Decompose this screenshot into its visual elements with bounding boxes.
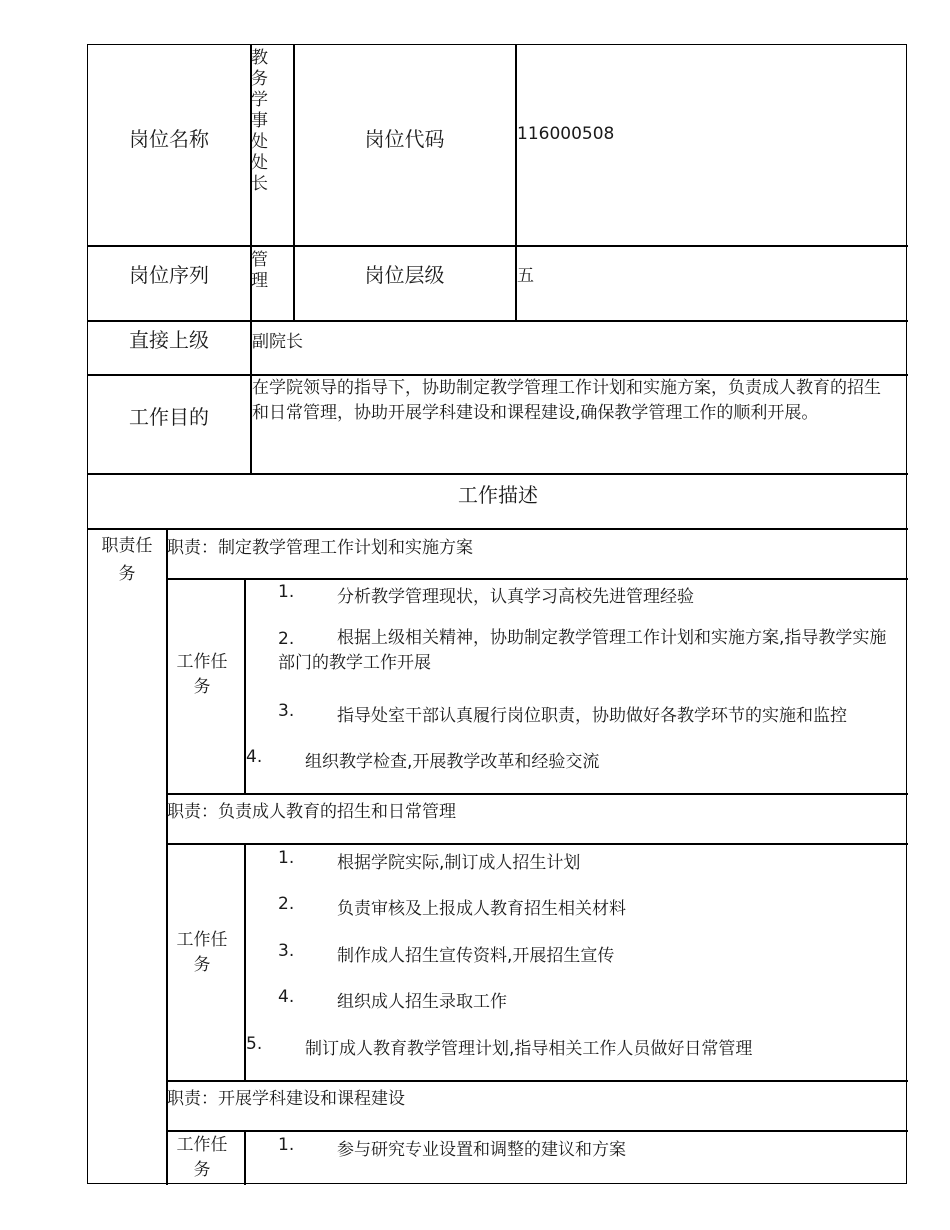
position-code-value: 116000508 xyxy=(517,124,615,144)
position-sequence-label: 岗位序列 xyxy=(129,263,209,287)
col-divider xyxy=(244,1130,246,1185)
row-divider xyxy=(166,1130,908,1132)
position-sequence-value: 管理 xyxy=(251,250,268,291)
position-name-value: 教务学事处处长 xyxy=(251,48,268,194)
task-text: 组织成人招生录取工作 xyxy=(337,992,507,1012)
row-divider xyxy=(88,473,908,475)
job-description-table xyxy=(87,44,907,1184)
task-label: 工作任务 xyxy=(176,1135,228,1180)
task-text: 根据上级相关精神，协助制定教学管理工作计划和实施方案,指导教学实施部门的教学工作开展 xyxy=(278,628,887,673)
row-divider xyxy=(88,528,908,530)
superior-value: 副院长 xyxy=(252,332,303,352)
task-text: 制订成人教育教学管理计划,指导相关工作人员做好日常管理 xyxy=(305,1039,753,1059)
duty-title: 职责：负责成人教育的招生和日常管理 xyxy=(167,802,456,822)
task-number: 5. xyxy=(246,1034,263,1054)
position-code-label: 岗位代码 xyxy=(364,127,445,151)
task-label: 工作任务 xyxy=(176,652,228,697)
task-number: 2. xyxy=(278,894,295,914)
row-divider xyxy=(166,578,908,580)
task-text: 组织教学检查,开展教学改革和经验交流 xyxy=(305,752,600,772)
position-name-label: 岗位名称 xyxy=(129,127,209,151)
task-number: 4. xyxy=(278,987,295,1007)
purpose-label: 工作目的 xyxy=(129,405,209,429)
task-text: 制作成人招生宣传资料,开展招生宣传 xyxy=(337,946,615,966)
purpose-value: 在学院领导的指导下，协助制定教学管理工作计划和实施方案，负责成人教育的招生和日常管理，协助开展学科建设和课程建设,确保教学管理工作的顺利开展。 xyxy=(252,378,881,423)
duty-title: 职责：开展学科建设和课程建设 xyxy=(167,1089,405,1109)
task-number: 1. xyxy=(278,1135,295,1155)
task-label: 工作任务 xyxy=(176,930,228,975)
task-number: 1. xyxy=(278,582,295,602)
row-divider xyxy=(166,1080,908,1082)
row-divider xyxy=(88,320,908,322)
task-text: 指导处室干部认真履行岗位职责，协助做好各教学环节的实施和监控 xyxy=(337,706,847,726)
position-level-value: 五 xyxy=(517,266,534,286)
position-level-label: 岗位层级 xyxy=(364,263,445,287)
task-text: 参与研究专业设置和调整的建议和方案 xyxy=(337,1140,626,1160)
duty-title: 职责：制定教学管理工作计划和实施方案 xyxy=(167,538,473,558)
row-divider xyxy=(88,245,908,247)
task-number: 4. xyxy=(246,747,263,767)
task-text: 分析教学管理现状，认真学习高校先进管理经验 xyxy=(337,587,694,607)
row-divider xyxy=(166,843,908,845)
section-title: 工作描述 xyxy=(458,483,538,507)
task-number: 1. xyxy=(278,848,295,868)
task-number: 2. xyxy=(278,629,295,649)
row-divider xyxy=(166,793,908,795)
task-text: 负责审核及上报成人教育招生相关材料 xyxy=(337,899,626,919)
task-number: 3. xyxy=(278,941,295,961)
task-text: 根据学院实际,制订成人招生计划 xyxy=(337,853,581,873)
superior-label: 直接上级 xyxy=(129,328,209,352)
task-number: 3. xyxy=(278,701,295,721)
duties-label: 职责任务 xyxy=(101,536,153,584)
